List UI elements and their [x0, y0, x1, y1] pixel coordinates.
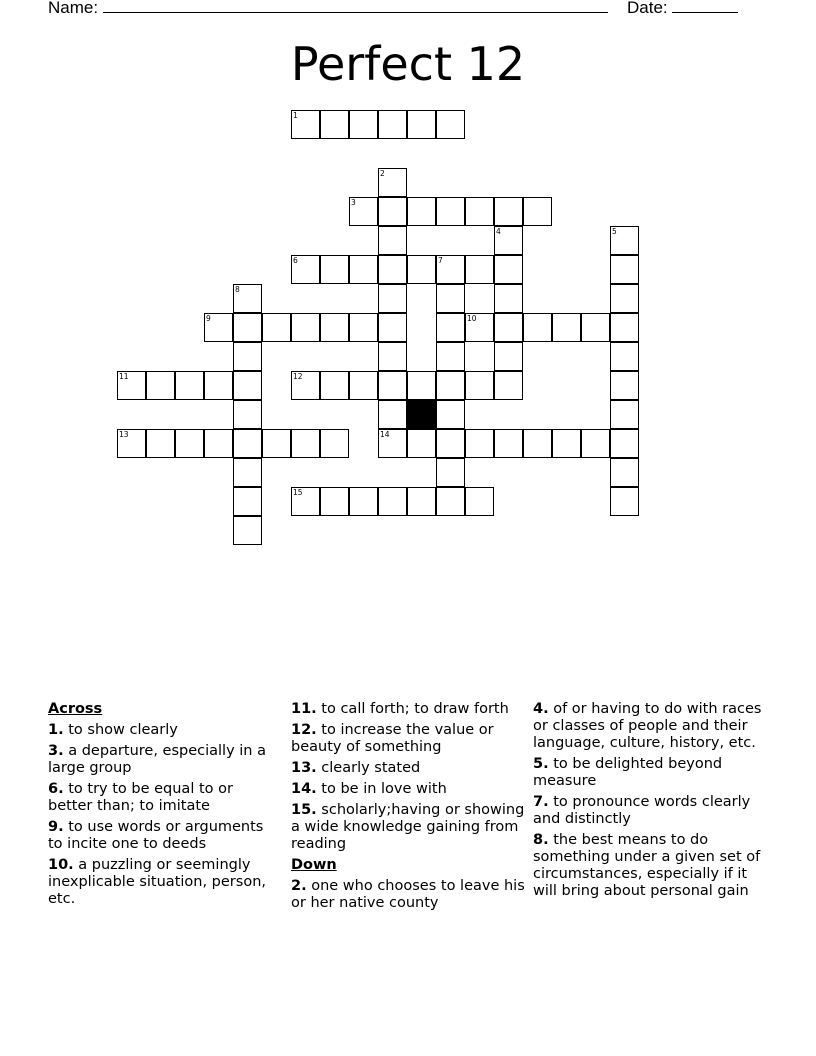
- cell-number: 12: [293, 372, 303, 381]
- grid-cell[interactable]: [233, 516, 262, 545]
- grid-cell[interactable]: [523, 197, 552, 226]
- clue-text: one who chooses to leave his or her native county: [291, 878, 525, 911]
- clues-column-2: [291, 701, 527, 916]
- grid-cell[interactable]: [233, 400, 262, 429]
- clue-number: 2.: [291, 878, 307, 894]
- grid-cell[interactable]: [436, 110, 465, 139]
- grid-cell[interactable]: [233, 284, 262, 313]
- grid-cell[interactable]: [436, 284, 465, 313]
- clue-across-15: [291, 802, 527, 853]
- grid-cell[interactable]: [117, 429, 146, 458]
- grid-cell[interactable]: [320, 487, 349, 516]
- grid-cell[interactable]: [494, 284, 523, 313]
- grid-cell[interactable]: [407, 110, 436, 139]
- clue-down-5: [533, 756, 773, 790]
- clue-across-6: [48, 781, 280, 815]
- grid-cell[interactable]: [320, 255, 349, 284]
- grid-cell[interactable]: [378, 255, 407, 284]
- grid-cell[interactable]: [378, 226, 407, 255]
- grid-cell[interactable]: [523, 429, 552, 458]
- grid-cell[interactable]: [465, 429, 494, 458]
- grid-cell[interactable]: [407, 197, 436, 226]
- grid-cell[interactable]: [233, 313, 262, 342]
- grid-cell[interactable]: [494, 371, 523, 400]
- grid-cell[interactable]: [233, 342, 262, 371]
- clue-number: 8.: [533, 832, 549, 848]
- grid-cell[interactable]: [494, 226, 523, 255]
- clue-text: to be delighted beyond measure: [533, 756, 723, 789]
- grid-cell[interactable]: [291, 110, 320, 139]
- cell-number: 3: [351, 198, 356, 207]
- cell-number: 1: [293, 111, 298, 120]
- clue-number: 9.: [48, 819, 64, 835]
- grid-cell[interactable]: [610, 342, 639, 371]
- grid-cell[interactable]: [291, 313, 320, 342]
- grid-cell[interactable]: [436, 371, 465, 400]
- grid-cell[interactable]: [494, 429, 523, 458]
- clue-text: to try to be equal to or better than; to imitate: [48, 781, 233, 814]
- cell-number: 13: [119, 430, 129, 439]
- grid-cell[interactable]: [436, 429, 465, 458]
- cell-number: 4: [496, 227, 501, 236]
- grid-cell[interactable]: [436, 255, 465, 284]
- grid-cell[interactable]: [610, 226, 639, 255]
- grid-cell[interactable]: [610, 458, 639, 487]
- cell-number: 15: [293, 488, 303, 497]
- grid-cell[interactable]: [552, 313, 581, 342]
- clue-text: of or having to do with races or classes of people and their language, culture, history, etc.: [533, 701, 762, 751]
- cell-number: 7: [438, 256, 443, 265]
- grid-cell[interactable]: [291, 255, 320, 284]
- clue-number: 11.: [291, 701, 317, 717]
- black-cell: [407, 400, 436, 429]
- grid-cell[interactable]: [610, 284, 639, 313]
- grid-cell[interactable]: [436, 342, 465, 371]
- grid-cell[interactable]: [436, 197, 465, 226]
- grid-cell[interactable]: [320, 110, 349, 139]
- grid-cell[interactable]: [552, 429, 581, 458]
- clue-text: to pronounce words clearly and distinctly: [533, 794, 751, 827]
- grid-cell[interactable]: [610, 255, 639, 284]
- cell-number: 14: [380, 430, 390, 439]
- grid-cell[interactable]: [146, 371, 175, 400]
- grid-cell[interactable]: [320, 371, 349, 400]
- grid-cell[interactable]: [233, 458, 262, 487]
- grid-cell[interactable]: [465, 197, 494, 226]
- clue-number: 6.: [48, 781, 64, 797]
- grid-cell[interactable]: [204, 313, 233, 342]
- grid-cell[interactable]: [581, 313, 610, 342]
- grid-cell[interactable]: [378, 429, 407, 458]
- date-label: Date:: [627, 0, 668, 17]
- grid-cell[interactable]: [436, 458, 465, 487]
- grid-cell[interactable]: [146, 429, 175, 458]
- clue-text: a departure, especially in a large group: [48, 743, 266, 776]
- grid-cell[interactable]: [378, 168, 407, 197]
- clue-across-1: [48, 722, 280, 739]
- cell-number: 11: [119, 372, 129, 381]
- grid-cell[interactable]: [378, 313, 407, 342]
- cell-number: 8: [235, 285, 240, 294]
- grid-cell[interactable]: [291, 487, 320, 516]
- clue-number: 3.: [48, 743, 64, 759]
- clues-column-3: [533, 701, 773, 904]
- clue-down-8: [533, 832, 773, 900]
- grid-cell[interactable]: [233, 487, 262, 516]
- clues-column-1: [48, 701, 280, 912]
- clue-text: to be in love with: [316, 781, 447, 797]
- clue-down-2: [291, 878, 527, 912]
- clue-text: to show clearly: [63, 722, 178, 738]
- grid-cell[interactable]: [436, 313, 465, 342]
- grid-cell[interactable]: [349, 371, 378, 400]
- clue-number: 10.: [48, 857, 74, 873]
- grid-cell[interactable]: [378, 371, 407, 400]
- grid-cell[interactable]: [349, 197, 378, 226]
- grid-cell[interactable]: [262, 313, 291, 342]
- clue-down-4: [533, 701, 773, 752]
- clue-number: 4.: [533, 701, 549, 717]
- clue-text: to use words or arguments to incite one to deeds: [48, 819, 264, 852]
- clue-text: to call forth; to draw forth: [316, 701, 509, 717]
- grid-cell[interactable]: [610, 371, 639, 400]
- grid-cell[interactable]: [378, 197, 407, 226]
- clue-number: 14.: [291, 781, 317, 797]
- grid-cell[interactable]: [581, 429, 610, 458]
- grid-cell[interactable]: [610, 429, 639, 458]
- page-title: Perfect 12: [290, 37, 526, 91]
- clue-across-10: [48, 857, 280, 908]
- grid-cell[interactable]: [204, 371, 233, 400]
- clue-across-13: [291, 760, 527, 777]
- grid-cell[interactable]: [407, 429, 436, 458]
- grid-cell[interactable]: [436, 487, 465, 516]
- grid-cell[interactable]: [175, 429, 204, 458]
- clue-number: 1.: [48, 722, 64, 738]
- clue-text: the best means to do something under a given set of circumstances, especially if it will bring about personal gain: [533, 832, 761, 899]
- clue-text: a puzzling or seemingly inexplicable situation, person, etc.: [48, 857, 266, 907]
- clue-text: clearly stated: [316, 760, 421, 776]
- clue-number: 7.: [533, 794, 549, 810]
- grid-cell[interactable]: [378, 284, 407, 313]
- grid-cell[interactable]: [465, 487, 494, 516]
- grid-cell[interactable]: [407, 487, 436, 516]
- grid-cell[interactable]: [320, 313, 349, 342]
- clue-number: 13.: [291, 760, 317, 776]
- grid-cell[interactable]: [407, 371, 436, 400]
- clue-across-12: [291, 722, 527, 756]
- across-heading: Across: [48, 701, 103, 717]
- grid-cell[interactable]: [610, 400, 639, 429]
- cell-number: 6: [293, 256, 298, 265]
- grid-cell[interactable]: [233, 429, 262, 458]
- cell-number: 5: [612, 227, 617, 236]
- cell-number: 10: [467, 314, 477, 323]
- grid-cell[interactable]: [117, 371, 146, 400]
- grid-cell[interactable]: [465, 255, 494, 284]
- grid-cell[interactable]: [610, 487, 639, 516]
- clue-text: to increase the value or beauty of something: [291, 722, 494, 755]
- down-heading: Down: [291, 857, 337, 873]
- grid-cell[interactable]: [320, 429, 349, 458]
- grid-cell[interactable]: [436, 400, 465, 429]
- cell-number: 9: [206, 314, 211, 323]
- cell-number: 2: [380, 169, 385, 178]
- grid-cell[interactable]: [378, 342, 407, 371]
- clue-across-14: [291, 781, 527, 798]
- grid-cell[interactable]: [378, 110, 407, 139]
- clue-across-9: [48, 819, 280, 853]
- grid-cell[interactable]: [204, 429, 233, 458]
- clue-number: 5.: [533, 756, 549, 772]
- clue-across-3: [48, 743, 280, 777]
- grid-cell[interactable]: [349, 487, 378, 516]
- grid-cell[interactable]: [291, 371, 320, 400]
- grid-cell[interactable]: [262, 429, 291, 458]
- grid-cell[interactable]: [465, 371, 494, 400]
- clue-number: 12.: [291, 722, 317, 738]
- grid-cell[interactable]: [349, 313, 378, 342]
- grid-cell[interactable]: [233, 371, 262, 400]
- grid-cell[interactable]: [378, 400, 407, 429]
- grid-cell[interactable]: [465, 313, 494, 342]
- grid-cell[interactable]: [175, 371, 204, 400]
- grid-cell[interactable]: [494, 197, 523, 226]
- grid-cell[interactable]: [523, 313, 552, 342]
- grid-cell[interactable]: [291, 429, 320, 458]
- clue-across-11: [291, 701, 527, 718]
- grid-cell[interactable]: [349, 255, 378, 284]
- grid-cell[interactable]: [494, 255, 523, 284]
- clue-text: scholarly;having or showing a wide knowledge gaining from reading: [291, 802, 525, 852]
- name-label: Name:: [48, 0, 99, 17]
- clue-number: 15.: [291, 802, 317, 818]
- grid-cell[interactable]: [610, 313, 639, 342]
- grid-cell[interactable]: [494, 342, 523, 371]
- grid-cell[interactable]: [349, 110, 378, 139]
- grid-cell[interactable]: [407, 255, 436, 284]
- clue-down-7: [533, 794, 773, 828]
- grid-cell[interactable]: [378, 487, 407, 516]
- grid-cell[interactable]: [494, 313, 523, 342]
